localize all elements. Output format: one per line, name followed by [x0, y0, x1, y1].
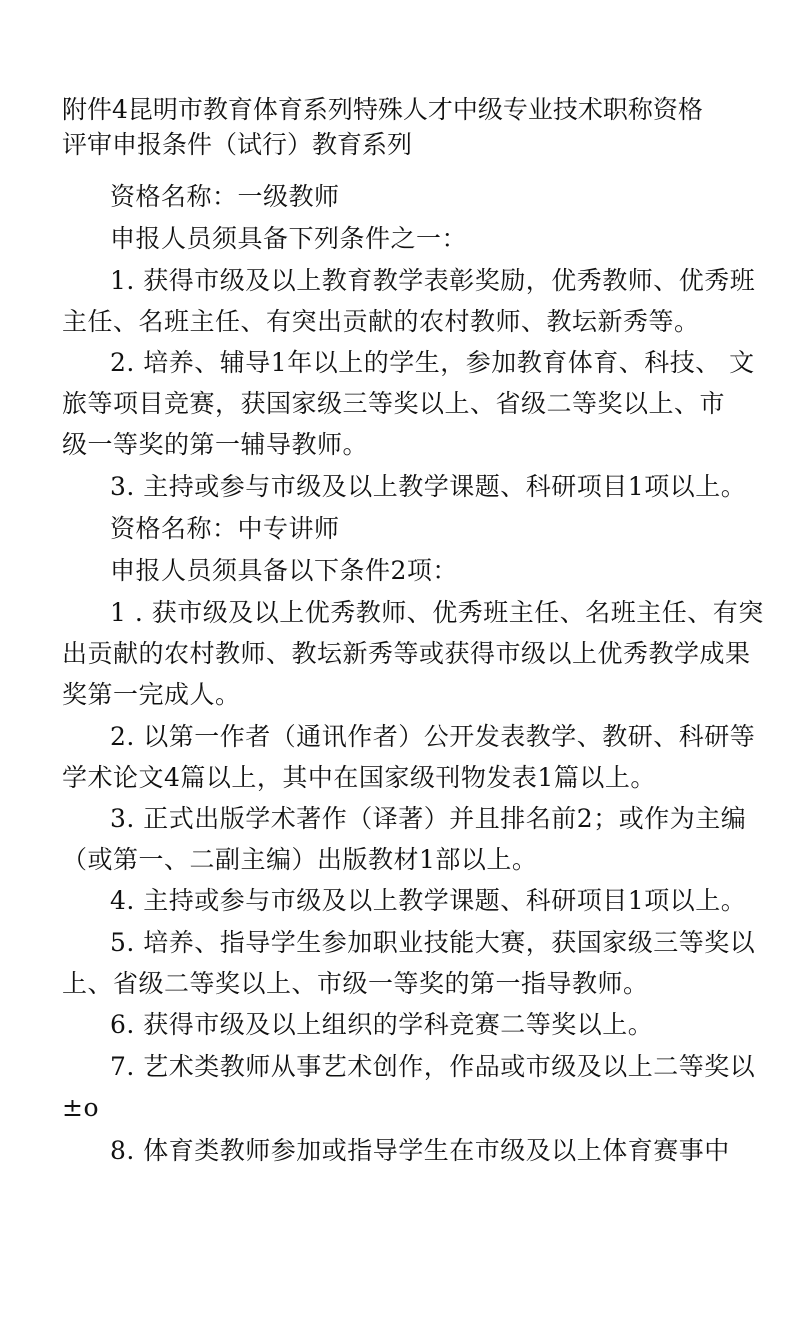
requirements-intro-1: 申报人员须具备下列条件之一： — [110, 224, 468, 253]
section1-item-1: 1. 获得市级及以上教育教学表彰奖励，优秀教师、优秀班 主任、名班主任、有突出贡献的农村教师、教坛新秀等。 — [62, 266, 756, 336]
section2-item-5: 5. 培养、指导学生参加职业技能大赛，获国家级三等奖以 上、省级二等奖以上、市级一等奖的第一指导教师。 — [62, 928, 756, 998]
qualification-heading-2: 资格名称：中专讲师 — [110, 514, 340, 543]
title-line-2: 评审申报条件（试行）教育系列 — [62, 130, 413, 159]
section2-item-8: 8. 体育类教师参加或指导学生在市级及以上体育赛事中 — [110, 1136, 730, 1165]
section2-item-2: 2. 以第一作者（通讯作者）公开发表教学、教研、科研等 学术论文4篇以上，其中在国家级刊物发表1篇以上。 — [62, 722, 756, 792]
section2-item-4: 4. 主持或参与市级及以上教学课题、科研项目1项以上。 — [110, 886, 747, 915]
section2-item-1: 1 . 获市级及以上优秀教师、优秀班主任、名班主任、有突 出贡献的农村教师、教坛新秀等或获得市级以上优秀教学成果 奖第一完成人。 — [62, 598, 764, 709]
section2-item-7: 7. 艺术类教师从事艺术创作，作品或市级及以上二等奖以 ±o — [62, 1052, 756, 1122]
section1-item-3: 3. 主持或参与市级及以上教学课题、科研项目1项以上。 — [110, 472, 747, 501]
title-line-1: 附件4昆明市教育体育系列特殊人才中级专业技术职称资格 — [62, 95, 703, 124]
section1-item-2: 2. 培养、辅导1年以上的学生，参加教育体育、科技、 文 旅等项目竞赛，获国家级三等奖以上、省级二等奖以上、市 级一等奖的第一辅导教师。 — [62, 348, 755, 459]
section2-item-3: 3. 正式出版学术著作（译著）并且排名前2；或作为主编 （或第一、二副主编）出版教材1部以上。 — [62, 804, 747, 874]
section2-item-6: 6. 获得市级及以上组织的学科竞赛二等奖以上。 — [110, 1010, 654, 1039]
requirements-intro-2: 申报人员须具备以下条件2项： — [110, 556, 458, 585]
qualification-heading-1: 资格名称：一级教师 — [110, 182, 340, 211]
document-title — [62, 92, 742, 162]
